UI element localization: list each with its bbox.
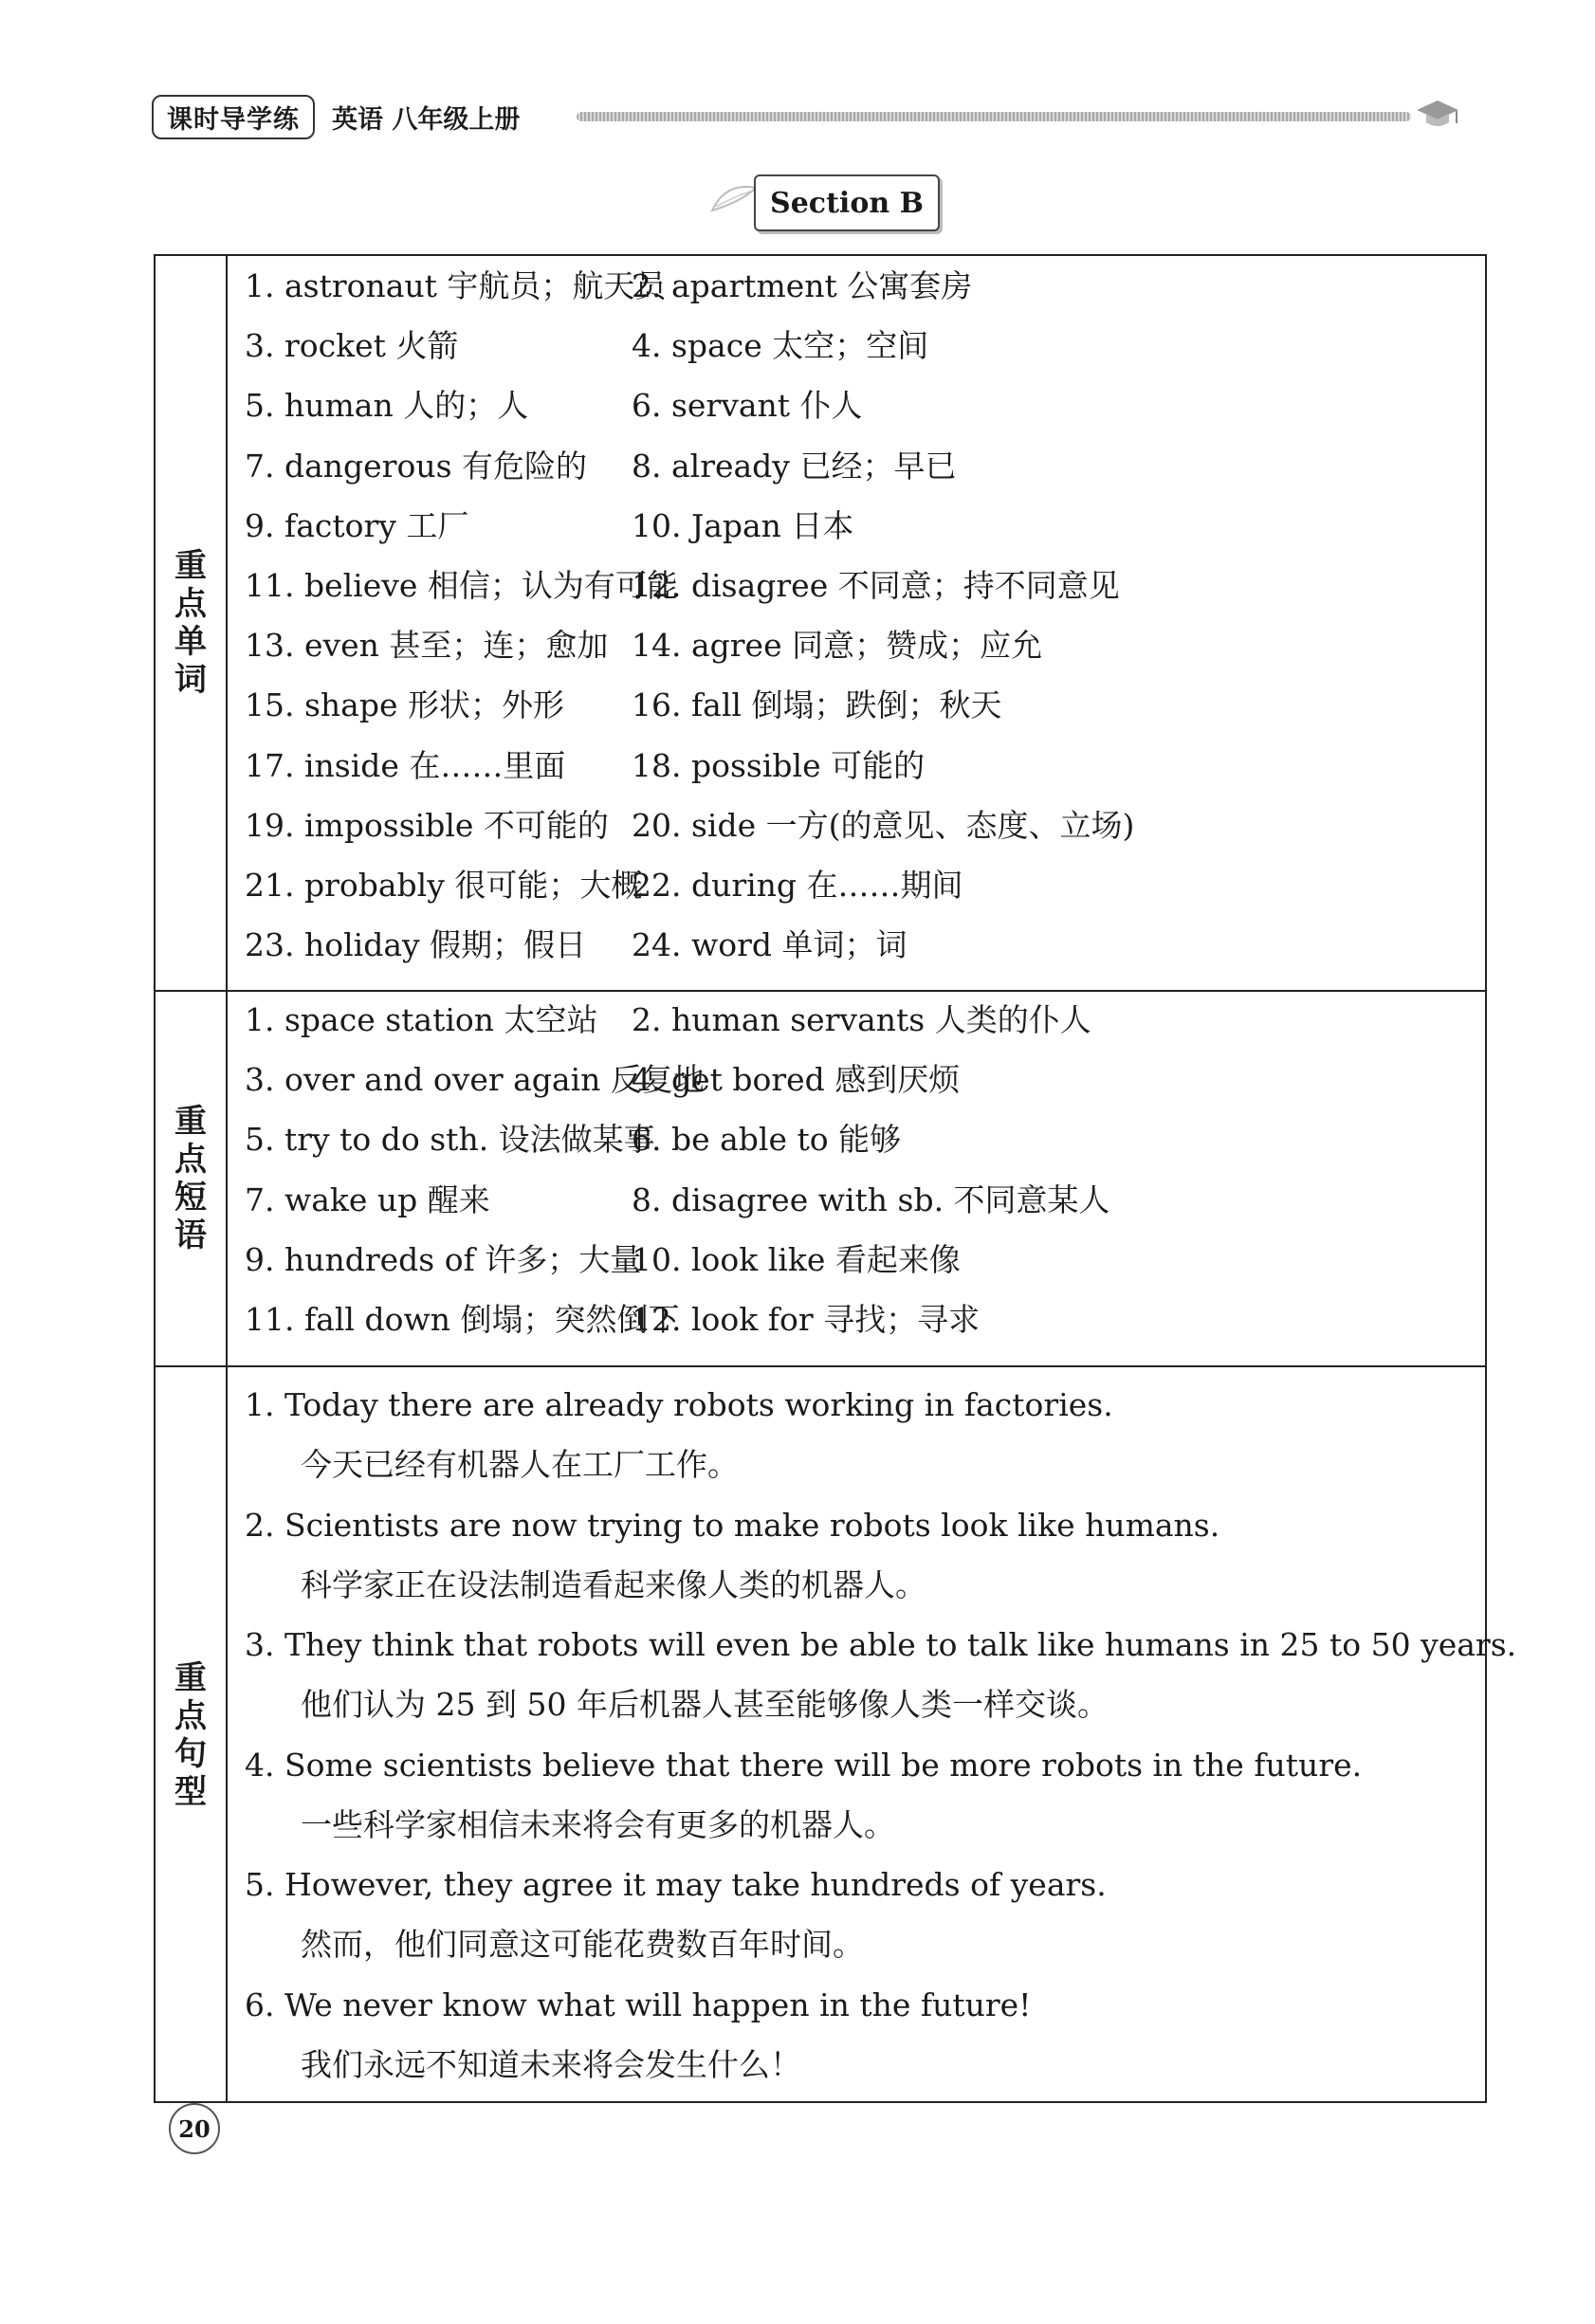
sentence-english: 3. They think that robots will even be able to talk like humans in 25 to 50 years. (245, 1626, 1517, 1663)
section-title-char: 短 (174, 1179, 207, 1217)
sentence-english: 6. We never know what will happen in the future! (245, 1985, 1032, 2023)
book-title: 课时导学练 (152, 95, 315, 139)
vocab-item: 2. apartment 公寓套房 (632, 267, 973, 304)
vocab-item: 15. shape 形状；外形 (245, 686, 564, 724)
section-title-char: 词 (174, 661, 207, 699)
sentence-item (245, 1975, 1031, 2095)
sentence-english: 5. However, they agree it may take hundreds of years. (245, 1866, 1107, 1903)
page-number: 20 (169, 2103, 220, 2154)
section-title-char: 点 (174, 1141, 207, 1179)
vocab-item: 7. dangerous 有危险的 (245, 447, 588, 485)
section-title-char: 单 (174, 623, 207, 661)
section-title-char: 重 (174, 1103, 207, 1141)
phrase-item: 12. look for 寻找；寻求 (632, 1301, 981, 1338)
sentence-item (245, 1375, 1113, 1494)
vocab-item: 5. human 人的；人 (245, 387, 529, 425)
section-title-char: 重 (174, 1659, 207, 1697)
vocab-item: 3. rocket 火箭 (245, 327, 459, 365)
header-rule (577, 112, 1411, 121)
phrase-item: 7. wake up 醒来 (245, 1180, 490, 1218)
vocab-item: 18. possible 可能的 (632, 746, 926, 784)
section-title-char: 点 (174, 1697, 207, 1735)
phrase-item: 8. disagree with sb. 不同意某人 (632, 1180, 1110, 1218)
vocab-item: 1. astronaut 宇航员；航天员 (245, 267, 667, 304)
vocab-item: 23. holiday 假期；假日 (245, 926, 587, 964)
sentence-item (245, 1495, 1219, 1615)
page-header (152, 95, 520, 138)
vocab-item: 13. even 甚至；连；愈加 (245, 627, 609, 665)
section-title-char: 重 (174, 547, 207, 585)
vocab-item: 24. word 单词；词 (632, 926, 908, 964)
vocab-item: 19. impossible 不可能的 (245, 806, 609, 844)
phrase-item: 2. human servants 人类的仆人 (632, 1001, 1091, 1038)
section-label: Section B (754, 174, 940, 231)
sentence-english: 2. Scientists are now trying to make robots look like humans. (245, 1506, 1220, 1544)
phrase-item: 1. space station 太空站 (245, 1001, 598, 1038)
phrase-section-title (156, 992, 226, 1365)
summary-table (154, 254, 1517, 2103)
sentence-chinese: 一些科学家相信未来将会有更多的机器人。 (301, 1805, 895, 1843)
phrase-item: 5. try to do sth. 设法做某事 (245, 1121, 655, 1159)
column-divider (226, 256, 228, 2101)
section-title-char: 点 (174, 585, 207, 623)
vocab-item: 9. factory 工厂 (245, 506, 469, 544)
vocab-item: 6. servant 仆人 (632, 387, 863, 425)
vocab-item: 16. fall 倒塌；跌倒；秋天 (632, 686, 1002, 724)
sentence-item (245, 1855, 1107, 1974)
sentence-english: 4. Some scientists believe that there will be more robots in the future. (245, 1746, 1363, 1784)
phrase-item: 6. be able to 能够 (632, 1121, 902, 1159)
sentence-item (245, 1615, 1516, 1734)
sentence-chinese: 然而，他们同意这可能花费数百年时间。 (301, 1926, 864, 1963)
vocab-item: 20. side 一方(的意见、态度、立场) (632, 806, 1135, 844)
phrase-item: 9. hundreds of 许多；大量 (245, 1240, 642, 1278)
section-title-char: 语 (174, 1217, 207, 1254)
vocab-item: 21. probably 很可能；大概 (245, 867, 643, 904)
phrase-item: 3. over and over again 反复地 (245, 1061, 705, 1099)
section-title-char: 型 (174, 1773, 207, 1811)
subject-label: 英语 八年级上册 (332, 104, 521, 135)
graduation-cap-icon (1415, 99, 1460, 131)
phrase-item: 4. get bored 感到厌烦 (632, 1061, 961, 1099)
sentence-section-title (156, 1367, 226, 2103)
sentence-chinese: 科学家正在设法制造看起来像人类的机器人。 (301, 1565, 926, 1603)
vocab-item: 12. disagree 不同意；持不同意见 (632, 567, 1120, 604)
vocab-section-title (156, 256, 226, 990)
vocab-item: 8. already 已经；早已 (632, 447, 957, 485)
vocab-item: 10. Japan 日本 (632, 506, 854, 544)
vocab-item: 14. agree 同意；赞成；应允 (632, 627, 1043, 665)
row-divider (156, 990, 1485, 992)
vocab-item: 4. space 太空；空间 (632, 327, 929, 365)
section-title-char: 句 (174, 1735, 207, 1773)
sentence-english: 1. Today there are already robots working in factories. (245, 1386, 1113, 1423)
phrase-item: 11. fall down 倒塌；突然倒下 (245, 1301, 680, 1338)
row-divider (156, 1365, 1485, 1367)
vocab-item: 22. during 在……期间 (632, 867, 963, 904)
phrase-item: 10. look like 看起来像 (632, 1240, 961, 1278)
vocab-item: 17. inside 在……里面 (245, 746, 566, 784)
vocab-item: 11. believe 相信；认为有可能 (245, 567, 678, 604)
sentence-item (245, 1735, 1362, 1855)
sentence-chinese: 今天已经有机器人在工厂工作。 (301, 1446, 739, 1483)
sentence-chinese: 他们认为 25 到 50 年后机器人甚至能够像人类一样交谈。 (301, 1686, 1109, 1723)
sentence-chinese: 我们永远不知道未来将会发生什么！ (301, 2045, 801, 2083)
